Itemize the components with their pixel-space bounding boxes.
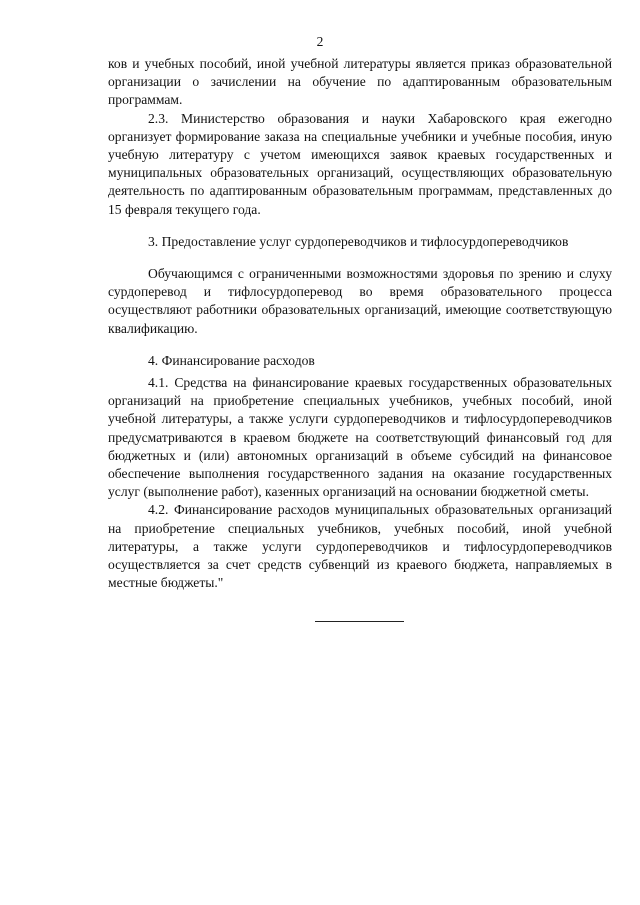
end-of-document-rule xyxy=(315,621,404,622)
section-3-paragraph: Обучающимся с ограниченными возможностями здоровья по зрению и слуху сурдоперевод и тифлосурдоперевод во время образовательного процесса осуществляют работники образовательных организаций, имеющие соответствующую квалификацию. xyxy=(108,266,612,336)
continuation-paragraph: ков и учебных пособий, иной учебной литературы является приказ образовательной организации о зачислении на обучение по адаптированным образовательным программам. xyxy=(108,56,612,108)
paragraph-2-3: 2.3. Министерство образования и науки Хабаровского края ежегодно организует формирование заказа на специальные учебники и учебные пособия, иную учебную литературу с учетом имеющихся заявок краевых государственных и муниципальных образовательных организаций, осуществляющих образовательную деятельность по адаптированным образовательным программам, представленных до 15 февраля текущего года. xyxy=(108,110,612,217)
spacer xyxy=(108,338,612,352)
paragraph-4-1: 4.1. Средства на финансирование краевых государственных образовательных организаций на приобретение специальных учебников, учебных пособий, иной учебной литературы, а также услуги сурдопереводчиков и тифлосурдопереводчиков предусматриваются в краевом бюджете на соответствующий финансовый год для бюджетных и (или) автономных организаций в объеме субсидий на финансовое обеспечение выполнения государственного задания на оказание государственных услуг (выполнение работ), казенных организаций на основании бюджетной сметы. xyxy=(108,375,612,500)
section-4-heading: 4. Финансирование расходов xyxy=(148,352,315,368)
spacer xyxy=(108,219,612,233)
document-body xyxy=(108,55,612,592)
spacer xyxy=(108,251,612,265)
section-3-heading: 3. Предоставление услуг сурдопереводчиков и тифлосурдопереводчиков xyxy=(148,233,569,249)
page-number: 2 xyxy=(316,34,324,49)
paragraph-4-2: 4.2. Финансирование расходов муниципальных образовательных организаций на приобретение специальных учебников, учебных пособий, иной учебной литературы, а также услуги сурдопереводчиков и тифлосурдопереводчиков осуществляется за счет средств субвенций из краевого бюджета, направляемых в местные бюджеты." xyxy=(108,502,612,591)
